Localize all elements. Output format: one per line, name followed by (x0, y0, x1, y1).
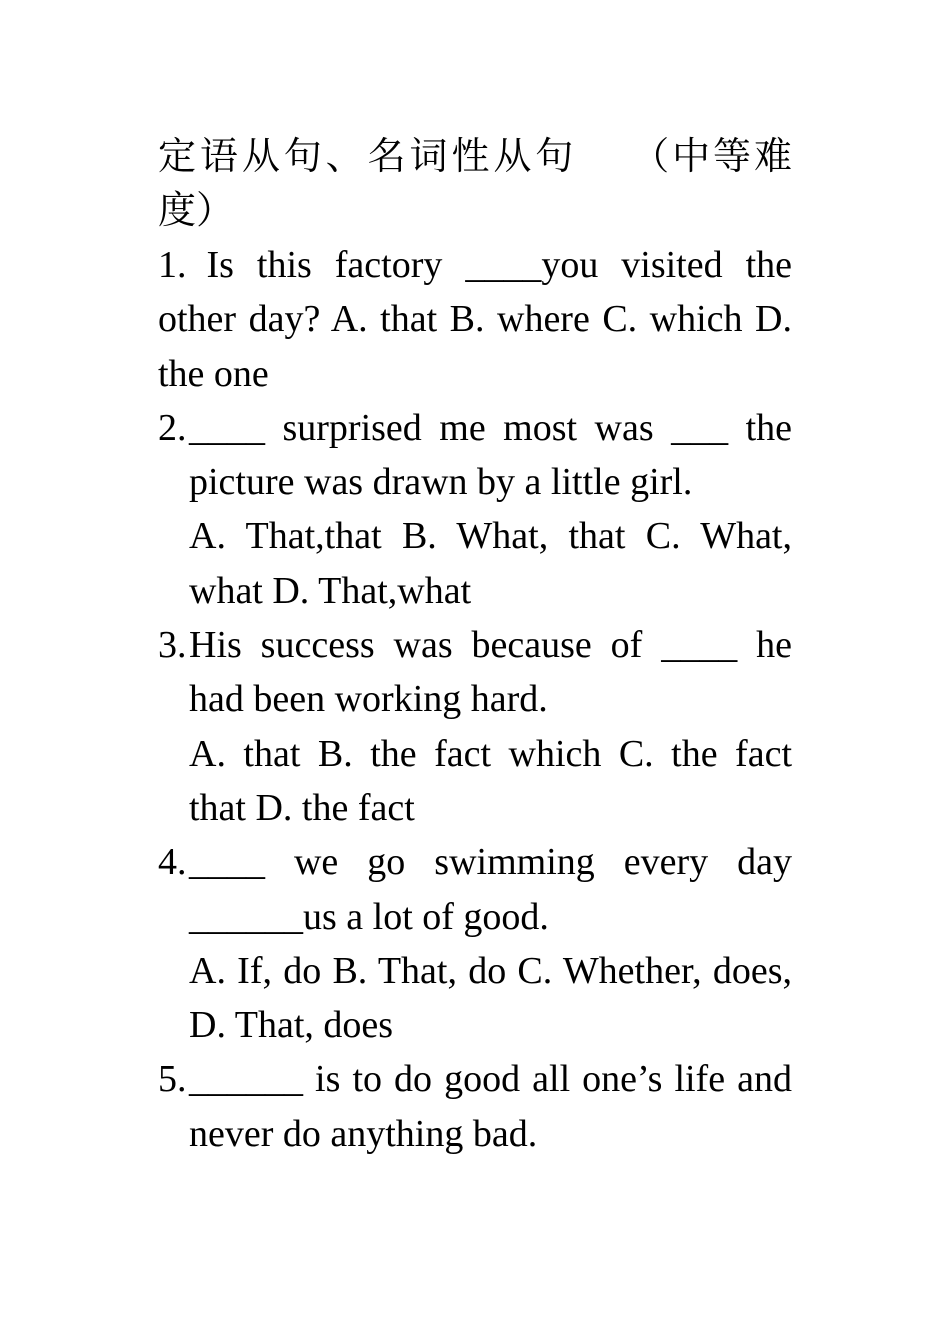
question-number: 4. (158, 841, 187, 884)
question-3 (158, 618, 792, 727)
question-stem: ____ we go swimming every day ______us a lot of good. (189, 841, 792, 938)
title-main: 定语从句、名词性从句 (158, 136, 578, 178)
question-3-options: A. that B. the fact which C. the fact that D. the fact (189, 732, 792, 829)
title-level: （中等难度） (158, 136, 792, 232)
question-4-options: A. If, do B. That, do C. Whether, does, D. That, does (189, 949, 792, 1047)
question-1 (158, 238, 792, 401)
question-number: 5. (158, 1058, 187, 1101)
question-stem: Is this factory ____you visited the other day? A. that B. where C. which D. the one (158, 244, 792, 395)
question-number: 2. (158, 406, 187, 449)
question-5 (158, 1052, 792, 1161)
question-2-options: A. That,that B. What, that C. What, what D. That,what (189, 515, 792, 612)
question-4 (158, 835, 792, 944)
question-number: 1. (158, 244, 187, 286)
question-stem: ______ is to do good all one’s life and never do anything bad. (189, 1058, 792, 1155)
document-title (158, 130, 792, 238)
document-page (158, 130, 792, 1161)
question-stem: ____ surprised me most was ___ the picture was drawn by a little girl. (189, 406, 792, 504)
question-stem: His success was because of ____ he had been working hard. (189, 624, 792, 721)
question-2 (158, 401, 792, 510)
question-number: 3. (158, 624, 187, 667)
